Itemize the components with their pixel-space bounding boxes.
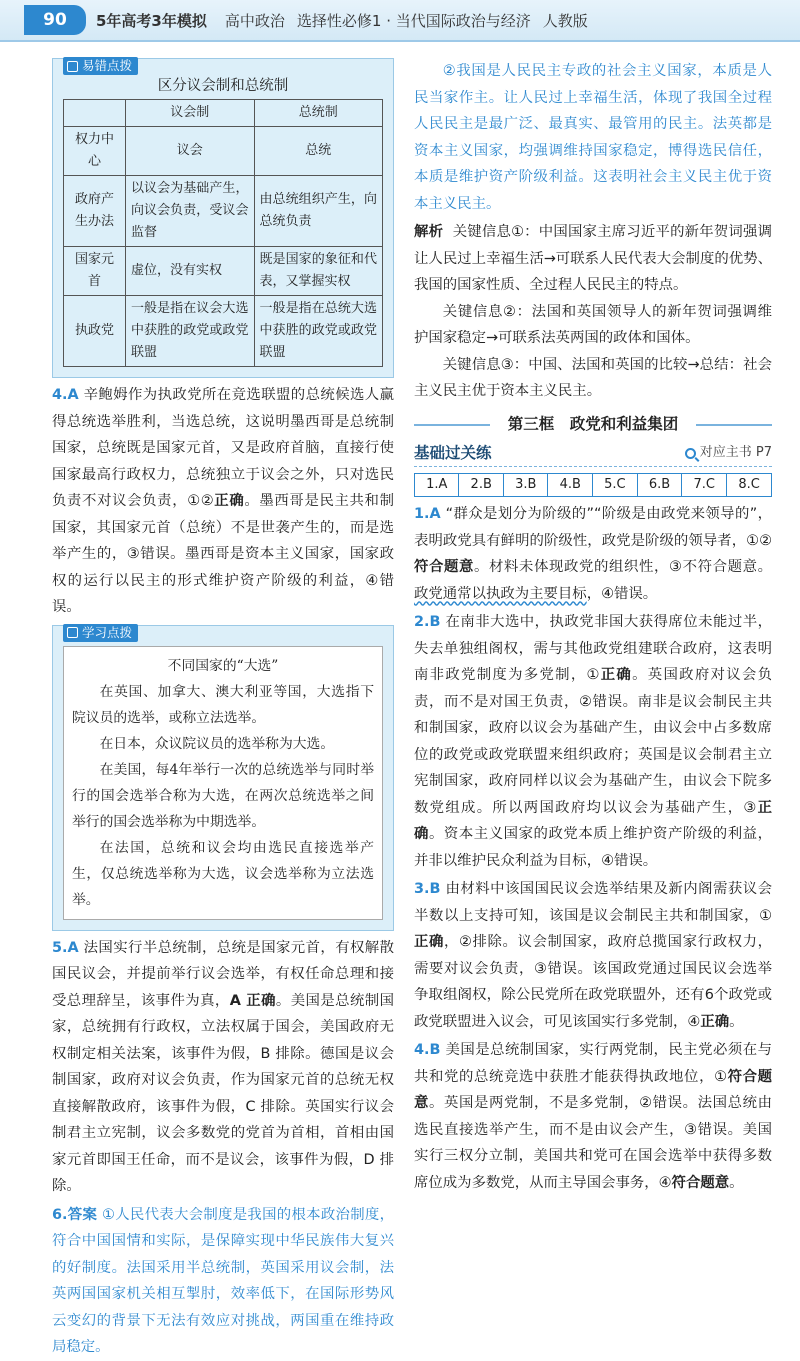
answer-item-r4 [414, 1037, 772, 1196]
item-text: ，④错误。 [586, 585, 658, 602]
section-title: 第三框 政党和利益集团 [414, 411, 772, 438]
tip-paragraph: 在日本，众议院议员的选举称为大选。 [99, 735, 335, 752]
answer-item-r3 [414, 876, 772, 1035]
table-cell: 执政党 [64, 296, 126, 367]
series-name: 5年高考3年模拟 [96, 11, 207, 30]
page-header [0, 0, 800, 42]
item-text: ，②排除。议会制国家，政府总揽国家行政权力，需要对议会负责，③错误。该国政党通过国民议会选举争取组阁权，除公民党所在政党联盟外，还有6个政党或政党联盟进入议会，可见该国实行多党制，④ [414, 934, 772, 1030]
answer-cell: 1.A [415, 474, 459, 497]
reference-link: 对应主书 P7 [685, 440, 772, 467]
header-title [96, 10, 600, 31]
table-cell: 权力中心 [64, 127, 126, 176]
table-cell: 既是国家的象征和代表，又掌握实权 [254, 247, 383, 296]
item-text: 辛鲍姆作为执政党所在竞选联盟的总统候选人赢得总统选举胜利，当选总统，这说明墨西哥是总统制国家，总统既是国家元首，又是政府首脑，直接行使国家最高行政权力，总统独立于议会之外，只对选民负责不对议会负责，①② [52, 387, 394, 509]
table-cell: 虚位，没有实权 [126, 247, 255, 296]
basic-practice-label: 基础过关练 [414, 444, 492, 463]
analysis-text: 关键信息①：中国国家主席习近平的新年贺词强调让人民过上幸福生活→可联系人民代表大会制度的优势、我国的国家性质、全过程人民民主的特点。 [414, 224, 772, 293]
tip-paragraph: 在英国、加拿大、澳大利亚等国，大选指下院议员的选举，或称立法选举。 [72, 683, 374, 726]
item-text: 。墨西哥是民主共和制国家，其国家元首（总统）不是世袭产生的，而是选举产生的，③错误。墨西哥是资本主义国家，国家政权的运行以民主的形式维护资产阶级的利益，④错误。 [52, 493, 394, 615]
tip-box-title: 区分议会制和总统制 [157, 78, 289, 94]
answer-text: ①人民代表大会制度是我国的根本政治制度，符合中国国情和实际，是保障实现中华民族伟大复兴的好制度。法国采用半总统制，英国采用议会制，法英两国国家机关相互掣肘，效率低下，在国际形势风云变幻的背景下无法有效应对挑战，两国重在维持政局稳定。 [52, 1206, 394, 1355]
correct-mark: 正确 [600, 667, 633, 683]
answer-cell: 5.C [593, 474, 638, 497]
item-text: 。美国是总统制国家，总统拥有行政权，立法权属于国会，美国政府无权制定相关法案，该事件为假，B 排除。德国是议会制国家，政府对议会负责，作为国家元首的总统无权直接解散政府，该事件为假，C 排除。英国实行议会制君主立宪制，议会多数党的党首为首相，首相由国家元首即国王任命，而不是议会，该事件为假，D 排除。 [52, 992, 394, 1194]
item-text: 。英国是两党制，不是多党制，②错误。法国总统由选民直接选举产生，而不是由议会产生，③错误。美国实行三权分立制，美国共和党可在国会选举中获得多数席位成为多数党，从而主导国会事务，④ [414, 1095, 772, 1191]
tip-paragraph: 在法国，总统和议会均由选民直接选举产生，仅总统选举称为大选，议会选举称为立法选举。 [72, 839, 374, 908]
item-number: 3.B [414, 881, 441, 897]
item-text: 。 [729, 1013, 744, 1030]
item-number: 4.B [414, 1042, 441, 1058]
tip-content [63, 646, 383, 920]
correct-mark: A 正确 [229, 992, 276, 1009]
analysis-text: 关键信息③：中国、法国和英国的比较→总结：社会主义民主优于资本主义民主。 [414, 356, 772, 399]
item-text: 美国是总统制国家，实行两党制，民主党必须在与共和党的总统竞选中获胜才能获得执政地位，① [414, 1042, 772, 1085]
tip-tag: 易错点拨 [63, 57, 138, 75]
book-name: 选择性必修1 · 当代国际政治与经济 [296, 11, 531, 30]
answer-item-4 [52, 382, 394, 621]
analysis-block [414, 219, 772, 405]
item-text: 。 [729, 1174, 744, 1191]
answer-cell: 4.B [548, 474, 593, 497]
answer-item-r2 [414, 609, 772, 874]
basic-practice-bar [414, 441, 772, 467]
comparison-table [63, 99, 383, 367]
item-text: 在南非大选中，执政党非国大获得席位未能过半，失去单独组阁权，需与其他政党组建联合政府，这表明南非政党制度为多党制，① [414, 614, 772, 683]
item-text: 。资本主义国家的政党本质上维护资产阶级的利益，并非以维护民众利益为目标，④错误。 [414, 826, 772, 869]
table-cell: 一般是指在总统大选中获胜的政党或政党联盟 [254, 296, 383, 367]
correct-mark: 正确 [700, 1013, 730, 1030]
answer-item-5 [52, 935, 394, 1200]
table-header-cell [64, 100, 126, 127]
table-header-cell: 总统制 [254, 100, 383, 127]
page-number: 90 [24, 5, 86, 35]
tip-paragraph: 在美国，每4年举行一次的总统选举与同时举行的国会选举合称为大选，在两次总统选举之间举行的国会选举称为中期选举。 [72, 761, 374, 830]
right-column [414, 58, 772, 1196]
item-text: 。英国政府对议会负责，而不是对国王负责，②错误。南非是议会制民主共和制国家，政府以议会为基础产生，由议会中占多数席位的政党或政党联盟来组织政府；英国是议会制君主立宪制国家，政府同样以议会为基础产生，由议会下院多数党组成。所以两国政府均以议会为基础产生，③ [414, 667, 772, 816]
item-text: 由材料中该国国民议会选举结果及新内阁需获议会半数以上支持可知，该国是议会制民主共和制国家，① [414, 881, 772, 924]
left-column [52, 58, 394, 1361]
tip-tag: 学习点拨 [63, 624, 138, 642]
book-icon [67, 627, 78, 638]
correct-mark: 符合题意 [414, 1068, 772, 1111]
item-number: 5.A [52, 939, 79, 956]
table-row [64, 127, 383, 176]
answer-cell: 6.B [637, 474, 682, 497]
correct-mark: 正确 [214, 493, 245, 509]
answer-text-continued: ②我国是人民民主专政的社会主义国家，本质是人民当家作主。让人民过上幸福生活，体现了我国全过程人民民主是最广泛、最真实、最管用的民主。法英都是资本主义国家，均强调维持国家稳定，博得选民信任，本质是维护资产阶级利益。这表明社会主义民主优于资本主义民主。 [414, 63, 772, 212]
tip-box-title: 不同国家的“大选” [167, 657, 279, 674]
answer-item-r1 [414, 501, 772, 607]
item-number: 1.A [414, 506, 441, 522]
book-icon [67, 61, 78, 72]
correct-mark: 正确 [414, 934, 445, 950]
table-row [64, 247, 383, 296]
table-cell: 一般是指在议会大选中获胜的政党或政党联盟 [126, 296, 255, 367]
table-cell: 议会 [126, 127, 255, 176]
table-cell: 总统 [254, 127, 383, 176]
answer-key-table [414, 473, 772, 497]
correct-mark: 符合题意 [414, 559, 475, 575]
table-cell: 以议会为基础产生，向议会负责，受议会监督 [126, 176, 255, 247]
table-header-row [64, 100, 383, 127]
answer-cell: 7.C [682, 474, 727, 497]
answer-cell: 3.B [503, 474, 548, 497]
subject: 高中政治 [224, 11, 285, 30]
item-number: 6.答案 [52, 1206, 98, 1223]
wavy-underline-text: 政党通常以执政为主要目标 [414, 585, 587, 602]
table-header-cell: 议会制 [126, 100, 255, 127]
mistake-tip-box [52, 58, 394, 378]
item-text: 法国实行半总统制，总统是国家元首，有权解散国民议会，并提前举行议会选举，有权任命总理和接受总理辞呈，该事件为真， [52, 939, 394, 1009]
search-icon [685, 448, 696, 459]
item-text: “群众是划分为阶级的”“阶级是由政党来领导的”，表明政党具有鲜明的阶级性，政党是阶级的领导者，①② [414, 506, 773, 549]
study-tip-box [52, 625, 394, 931]
table-row [64, 176, 383, 247]
table-cell: 国家元首 [64, 247, 126, 296]
edition: 人教版 [542, 11, 588, 30]
item-number: 2.B [414, 614, 441, 630]
analysis-label: 解析 [414, 224, 444, 240]
answer-cell: 8.C [727, 474, 772, 497]
table-row [64, 296, 383, 367]
answer-item-6 [52, 1202, 394, 1361]
table-cell: 由总统组织产生，向总统负责 [254, 176, 383, 247]
correct-mark: 符合题意 [671, 1174, 730, 1191]
answer-cell: 2.B [459, 474, 504, 497]
analysis-text: 关键信息②：法国和英国领导人的新年贺词强调维护国家稳定→可联系法英两国的政体和国体。 [414, 303, 772, 346]
table-row [415, 474, 772, 497]
item-number: 4.A [52, 387, 79, 403]
correct-mark: 正确 [414, 799, 772, 842]
table-cell: 政府产生办法 [64, 176, 126, 247]
item-text: 。材料未体现政党的组织性，③不符合题意。 [474, 559, 772, 575]
